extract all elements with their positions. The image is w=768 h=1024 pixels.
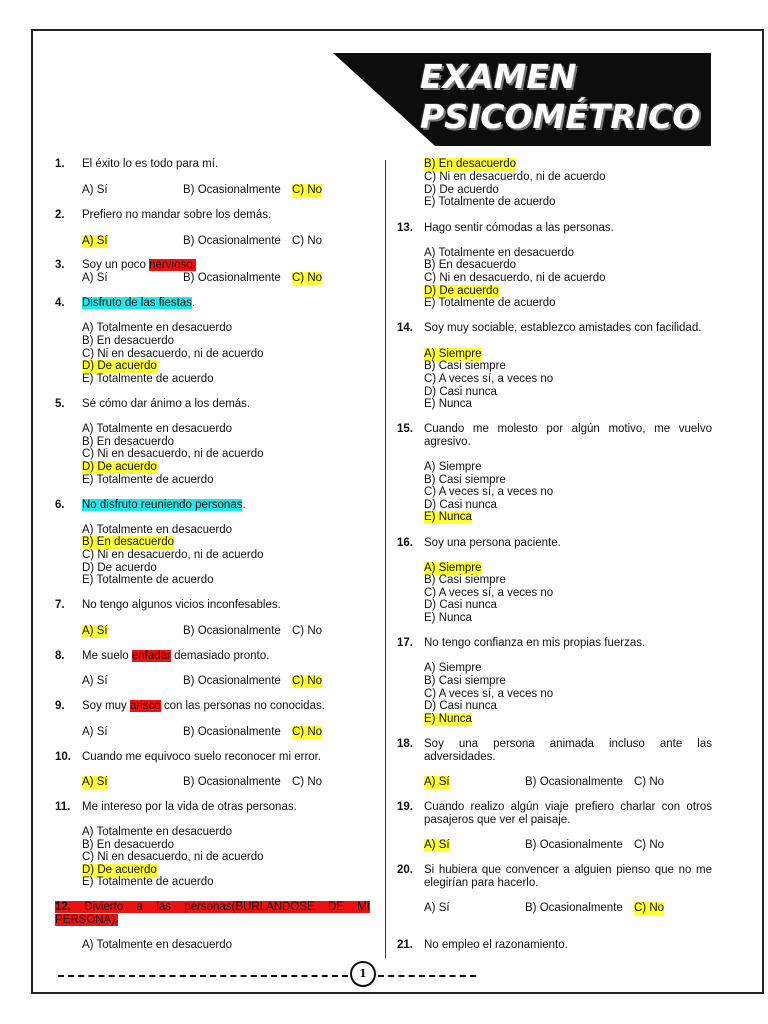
option-e: E) Nunca <box>424 612 472 624</box>
question-text: Soy muy arisco con las personas no conocidas. <box>82 700 325 712</box>
option-b: B) Casi siempre <box>424 675 506 687</box>
question-number: 11. <box>55 801 71 813</box>
question-text: Sé cómo dar ánimo a los demás. <box>82 398 251 410</box>
question-text: Soy muy sociable, establezco amistades con facilidad. <box>424 322 702 334</box>
option-b: B) Casi siempre <box>424 360 506 372</box>
question-number: 19. <box>397 801 413 813</box>
question-text: Cuando me equivoco suelo reconocer mi error. <box>82 751 322 763</box>
question-text: Hago sentir cómodas a las personas. <box>424 222 614 234</box>
option-b: B) Ocasionalmente <box>525 776 623 788</box>
column-divider <box>385 160 386 958</box>
red-highlight: arisco <box>129 700 161 712</box>
question-text: Me suelo enfadar demasiado pronto. <box>82 650 270 662</box>
option-d-selected: D) De acuerdo <box>82 864 157 876</box>
question-number: 15. <box>397 423 413 435</box>
option-c-selected: C) No <box>292 726 323 738</box>
option-b: B) Ocasionalmente <box>183 776 281 788</box>
question-number: 7. <box>55 599 65 611</box>
option-b-selected: B) En desacuerdo <box>424 158 517 170</box>
question-number: 13. <box>397 222 413 234</box>
question-text: Cuando me molesto por algún motivo, me vuelvo agresivo. <box>424 423 712 448</box>
red-highlight: enfadar <box>131 650 171 662</box>
option-a-selected: A) Sí <box>424 776 450 788</box>
question-number: 18. <box>397 738 413 750</box>
option-e: E) Totalmente de acuerdo <box>424 297 556 309</box>
question-number: 20. <box>397 864 413 876</box>
option-b: B) Ocasionalmente <box>525 839 623 851</box>
option-c: C) Ni en desacuerdo, ni de acuerdo <box>82 549 264 561</box>
red-highlight: 12. Divierto a las personas(BURLANDOSE DE MI PERSONA). <box>55 901 370 926</box>
option-a: A) Totalmente en desacuerdo <box>82 524 233 536</box>
option-c: C) No <box>292 776 323 788</box>
question-number: 6. <box>55 499 65 511</box>
option-a: A) Siempre <box>424 461 482 473</box>
option-a: A) Sí <box>82 675 108 687</box>
question-text: Soy un poco nervioso. <box>82 259 196 271</box>
question-number: 8. <box>55 650 65 662</box>
option-e: E) Totalmente de acuerdo <box>82 574 214 586</box>
option-b: B) Ocasionalmente <box>183 184 281 196</box>
option-c: C) A veces sí, a veces no <box>424 688 554 700</box>
question-text: Cuando realizo algún viaje prefiero charlar con otros pasajeros que ver el paisaje. <box>424 801 712 826</box>
question-number: 10. <box>55 751 71 763</box>
option-a: A) Totalmente en desacuerdo <box>82 826 233 838</box>
option-b: B) En desacuerdo <box>82 335 175 347</box>
footer-dashed-line-right <box>378 975 476 977</box>
question-number: 5. <box>55 398 65 410</box>
question-number: 3. <box>55 259 65 271</box>
cyan-highlight: Disfruto de las fiestas <box>82 297 192 309</box>
page-title <box>420 57 710 137</box>
option-c-selected: C) No <box>634 902 665 914</box>
option-c: C) No <box>292 625 323 637</box>
option-e: E) Totalmente de acuerdo <box>82 373 214 385</box>
option-b: B) En desacuerdo <box>82 436 175 448</box>
footer-dashed-line-left <box>58 975 348 977</box>
title-line-2: PSICOMÉTRICO <box>420 97 701 136</box>
option-a: A) Sí <box>82 184 108 196</box>
question-text: No tengo algunos vicios inconfesables. <box>82 599 281 611</box>
question-number: 2. <box>55 209 65 221</box>
option-c-selected: C) No <box>292 184 323 196</box>
question-number: 4. <box>55 297 65 309</box>
option-b: B) Casi siempre <box>424 574 506 586</box>
question-text: No empleo el razonamiento. <box>424 939 568 951</box>
option-b: B) En desacuerdo <box>424 259 517 271</box>
option-d-selected: D) De acuerdo <box>82 360 157 372</box>
option-c: C) A veces sí, a veces no <box>424 373 554 385</box>
question-number: 14. <box>397 322 413 334</box>
question-text: No tengo confianza en mis propias fuerzas. <box>424 637 646 649</box>
option-c: C) No <box>634 776 665 788</box>
question-number: 21. <box>397 939 413 951</box>
option-e: E) Nunca <box>424 398 472 410</box>
question-number: 9. <box>55 700 65 712</box>
option-d: D) De acuerdo <box>82 562 157 574</box>
option-c: C) Ni en desacuerdo, ni de acuerdo <box>82 851 264 863</box>
option-c: C) Ni en desacuerdo, ni de acuerdo <box>82 348 264 360</box>
option-e-selected: E) Nunca <box>424 713 472 725</box>
option-a: A) Totalmente en desacuerdo <box>82 939 233 951</box>
option-a: A) Siempre <box>424 662 482 674</box>
option-a-selected: A) Siempre <box>424 562 482 574</box>
cyan-highlight: No disfruto reuniendo personas <box>82 499 243 511</box>
option-d: D) Casi nunca <box>424 386 497 398</box>
option-b: B) Ocasionalmente <box>183 726 281 738</box>
option-a: A) Totalmente en desacuerdo <box>82 423 233 435</box>
question-number: 16. <box>397 537 413 549</box>
option-b: B) En desacuerdo <box>82 839 175 851</box>
option-b-selected: B) En desacuerdo <box>82 536 175 548</box>
option-a-selected: A) Sí <box>82 235 108 247</box>
question-text: El éxito lo es todo para mí. <box>82 158 219 170</box>
red-highlight: nervioso. <box>149 259 196 271</box>
question-text: Disfruto de las fiestas. <box>82 297 196 309</box>
option-b: B) Ocasionalmente <box>183 235 281 247</box>
option-e: E) Totalmente de acuerdo <box>82 876 214 888</box>
option-d: D) De acuerdo <box>424 184 499 196</box>
question-number: 1. <box>55 158 65 170</box>
option-a-selected: A) Sí <box>82 776 108 788</box>
option-a: A) Totalmente en desacuerdo <box>82 322 233 334</box>
option-a: A) Sí <box>424 902 450 914</box>
question-text: Soy una persona animada incluso ante las adversidades. <box>424 738 712 763</box>
question-text: No disfruto reuniendo personas. <box>82 499 246 511</box>
option-a-selected: A) Sí <box>424 839 450 851</box>
option-c-selected: C) No <box>292 675 323 687</box>
question-text: Soy una persona paciente. <box>424 537 561 549</box>
option-a: A) Totalmente en desacuerdo <box>424 247 575 259</box>
option-c: C) No <box>634 839 665 851</box>
option-b: B) Ocasionalmente <box>183 675 281 687</box>
option-b: B) Casi siempre <box>424 474 506 486</box>
option-c: C) Ni en desacuerdo, ni de acuerdo <box>424 272 606 284</box>
option-d: D) Casi nunca <box>424 599 497 611</box>
option-b: B) Ocasionalmente <box>183 625 281 637</box>
question-text: Si hubiera que convencer a alguien pienso que no me elegirían para hacerlo. <box>424 864 712 889</box>
option-e-selected: E) Nunca <box>424 511 472 523</box>
question-text <box>55 901 370 927</box>
option-c: C) Ni en desacuerdo, ni de acuerdo <box>82 448 264 460</box>
option-c: C) No <box>292 235 323 247</box>
option-a: A) Sí <box>82 726 108 738</box>
option-c-selected: C) No <box>292 272 323 284</box>
question-text: Me intereso por la vida de otras personas. <box>82 801 297 813</box>
option-d-selected: D) De acuerdo <box>424 285 499 297</box>
title-line-1: EXAMEN <box>420 57 577 96</box>
option-a-selected: A) Sí <box>82 625 108 637</box>
option-d-selected: D) De acuerdo <box>82 461 157 473</box>
option-b: B) Ocasionalmente <box>525 902 623 914</box>
question-number: 17. <box>397 637 413 649</box>
option-e: E) Totalmente de acuerdo <box>82 474 214 486</box>
option-c: C) A veces sí, a veces no <box>424 587 554 599</box>
option-d: D) Casi nunca <box>424 700 497 712</box>
option-c: C) Ni en desacuerdo, ni de acuerdo <box>424 171 606 183</box>
question-text: Prefiero no mandar sobre los demás. <box>82 209 272 221</box>
page-number: 1 <box>350 961 376 987</box>
option-d: D) Casi nunca <box>424 499 497 511</box>
option-a-selected: A) Siempre <box>424 348 482 360</box>
option-a: A) Sí <box>82 272 108 284</box>
option-e: E) Totalmente de acuerdo <box>424 196 556 208</box>
option-c: C) A veces sí, a veces no <box>424 486 554 498</box>
option-b: B) Ocasionalmente <box>183 272 281 284</box>
